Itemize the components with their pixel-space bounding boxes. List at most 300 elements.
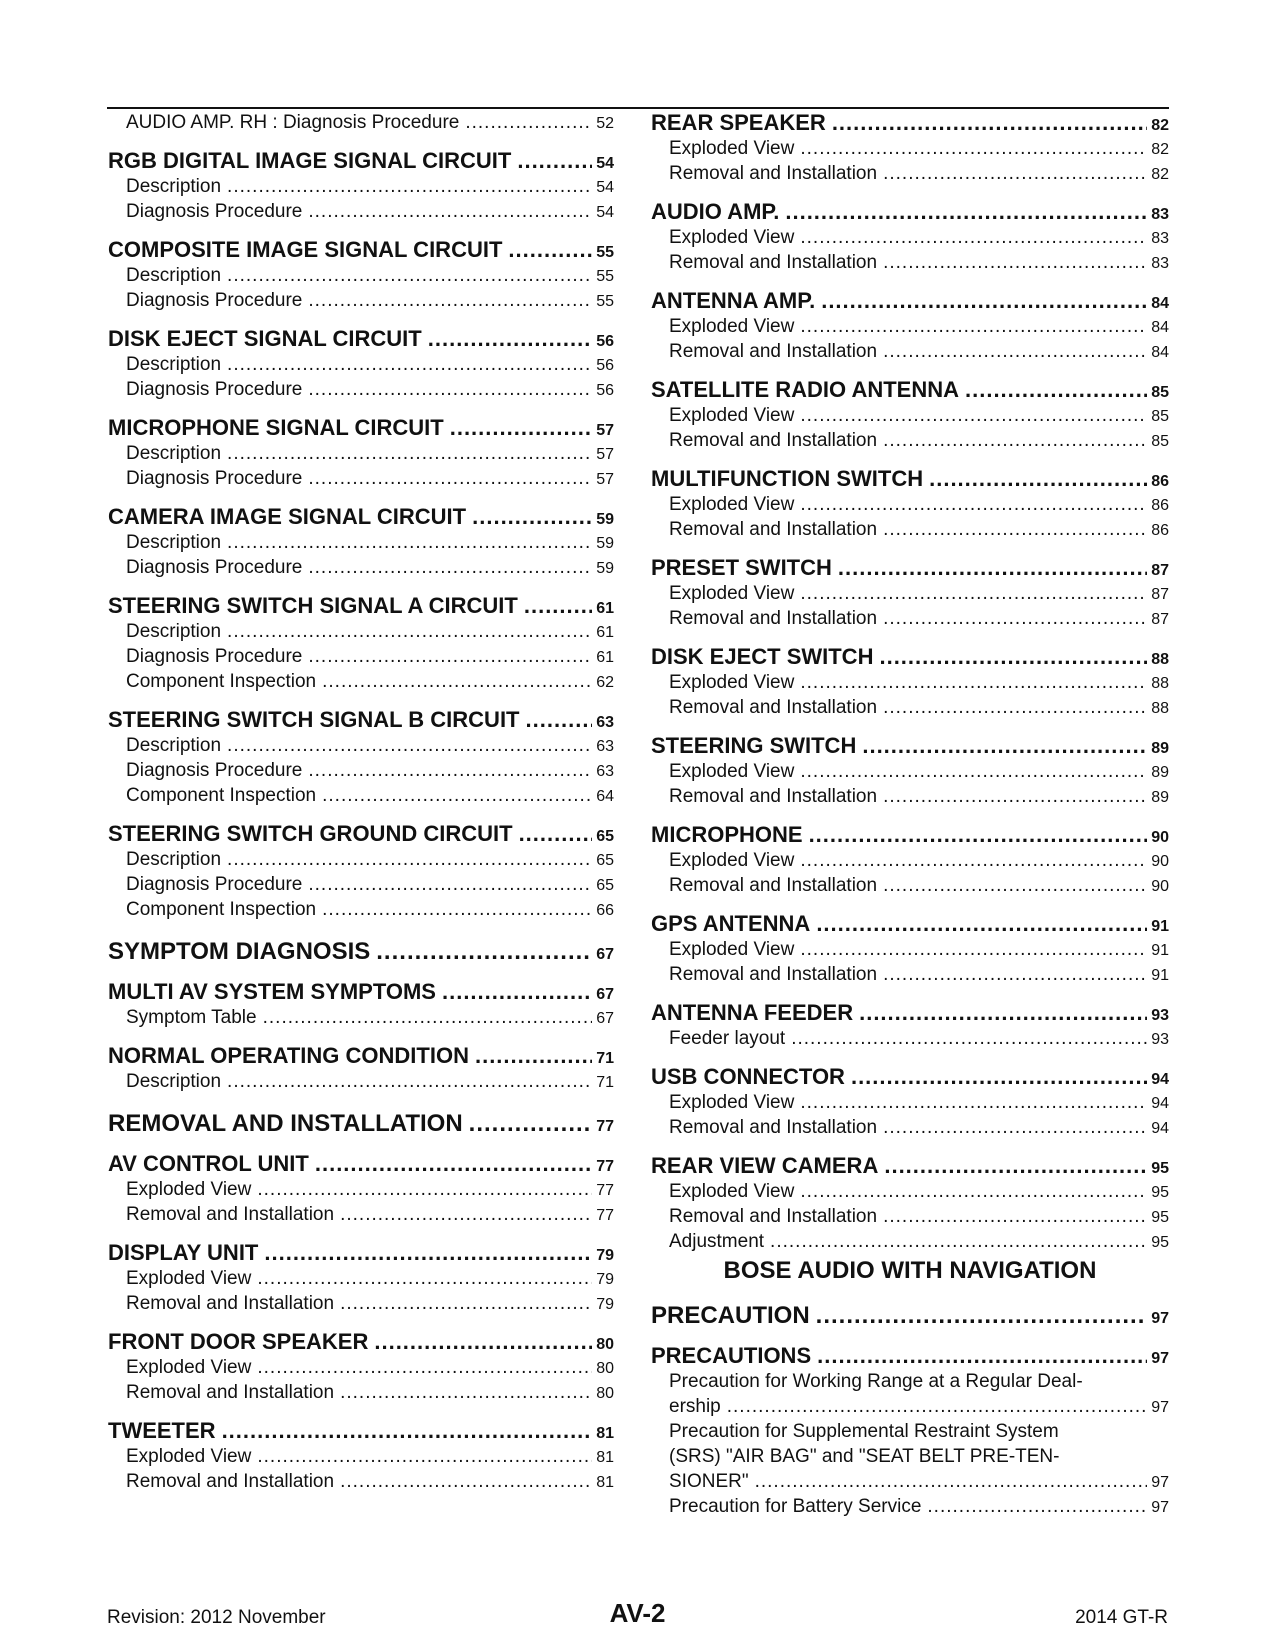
toc-subentry[interactable] [108, 1005, 614, 1030]
dot-leader [800, 403, 1147, 428]
dot-leader [227, 1069, 592, 1094]
dot-leader [965, 377, 1147, 403]
toc-entry-title: REAR SPEAKER [651, 110, 826, 135]
toc-subentry[interactable] [651, 1026, 1169, 1051]
toc-page-number: 65 [596, 852, 614, 869]
toc-page-number: 61 [596, 600, 614, 617]
dot-leader [322, 783, 592, 808]
dot-leader [883, 161, 1147, 186]
toc-page-number: 87 [1151, 562, 1169, 579]
dot-leader [883, 339, 1147, 364]
toc-subentry[interactable] [108, 352, 614, 377]
dot-leader [227, 733, 592, 758]
toc-entry-title: Adjustment [669, 1231, 765, 1252]
toc-page-number: 94 [1151, 1120, 1169, 1137]
toc-entry-title: Exploded View [669, 761, 795, 782]
toc-heading[interactable] [108, 821, 614, 847]
header-rule [107, 107, 1169, 109]
toc-page-number: 54 [596, 204, 614, 221]
dot-leader [227, 263, 592, 288]
toc-subentry[interactable] [108, 1177, 614, 1202]
toc-heading[interactable] [651, 466, 1169, 492]
dot-leader [862, 733, 1147, 759]
toc-page-number: 91 [1151, 942, 1169, 959]
toc-subentry[interactable] [651, 873, 1169, 898]
toc-entry-title: DISK EJECT SIGNAL CIRCUIT [108, 326, 422, 351]
toc-section[interactable] [108, 1110, 614, 1138]
toc-subentry[interactable] [108, 441, 614, 466]
toc-entry-title: Exploded View [669, 227, 795, 248]
toc-entry-title: RGB DIGITAL IMAGE SIGNAL CIRCUIT [108, 148, 512, 173]
toc-subentry[interactable] [108, 1444, 614, 1469]
toc-entry-title: Removal and Installation [126, 1382, 335, 1403]
toc-entry-title: MULTIFUNCTION SWITCH [651, 466, 924, 491]
dot-leader [475, 1043, 592, 1069]
toc-page-number: 63 [596, 714, 614, 731]
dot-leader [727, 1394, 1147, 1419]
toc-subentry[interactable] [108, 466, 614, 491]
dot-leader [879, 644, 1147, 670]
toc-subentry[interactable] [651, 314, 1169, 339]
toc-page-number: 88 [1151, 675, 1169, 692]
dot-leader [257, 1177, 592, 1202]
toc-heading[interactable] [108, 504, 614, 530]
toc-entry-title: MICROPHONE [651, 822, 803, 847]
toc-page-number: 85 [1151, 384, 1169, 401]
toc-entry-title: Exploded View [126, 1357, 252, 1378]
dot-leader [472, 504, 592, 530]
toc-subentry[interactable] [108, 377, 614, 402]
toc-page-number: 87 [1151, 611, 1169, 628]
toc-heading[interactable] [108, 1240, 614, 1266]
toc-heading[interactable] [108, 326, 614, 352]
toc-subentry[interactable] [108, 174, 614, 199]
toc-entry-title: SYMPTOM DIAGNOSIS [108, 938, 371, 965]
toc-entry-title: Description [126, 354, 222, 375]
toc-entry-wrapped-line[interactable]: Precaution for Working Range at a Regular Deal- [669, 1371, 1083, 1392]
dot-leader [340, 1380, 592, 1405]
toc-page-number: 65 [596, 828, 614, 845]
toc-page-number: 82 [1151, 141, 1169, 158]
toc-page-number: 54 [596, 155, 614, 172]
dot-leader [800, 670, 1147, 695]
toc-subentry[interactable] [651, 1204, 1169, 1229]
toc-entry-title: TWEETER [108, 1418, 216, 1443]
toc-page-number: 56 [596, 382, 614, 399]
toc-entry-title: MICROPHONE SIGNAL CIRCUIT [108, 415, 444, 440]
toc-subentry[interactable] [651, 695, 1169, 720]
toc-page-number: 95 [1151, 1209, 1169, 1226]
toc-page-number: 77 [596, 1158, 614, 1175]
toc-subentry[interactable] [651, 492, 1169, 517]
toc-entry-title: Diagnosis Procedure [126, 379, 303, 400]
toc-page-number: 84 [1151, 319, 1169, 336]
dot-leader [800, 492, 1147, 517]
toc-entry-title: Removal and Installation [669, 252, 878, 273]
toc-subentry[interactable] [108, 263, 614, 288]
toc-subentry[interactable] [651, 1229, 1169, 1254]
toc-page-number: 97 [1151, 1399, 1169, 1416]
toc-page-number: 81 [596, 1449, 614, 1466]
dot-leader [519, 821, 593, 847]
toc-subentry[interactable] [108, 733, 614, 758]
toc-page-number: 81 [596, 1474, 614, 1491]
toc-subentry[interactable] [108, 897, 614, 922]
toc-page-number: 55 [596, 268, 614, 285]
toc-page-number: 63 [596, 738, 614, 755]
toc-page-number: 88 [1151, 651, 1169, 668]
toc-entry-title: REAR VIEW CAMERA [651, 1153, 879, 1178]
toc-page-number: 89 [1151, 789, 1169, 806]
toc-page-number: 67 [596, 1010, 614, 1027]
dot-leader [222, 1418, 593, 1444]
toc-heading[interactable] [651, 1064, 1169, 1090]
toc-subentry[interactable] [108, 1469, 614, 1494]
toc-heading[interactable] [108, 1043, 614, 1069]
toc-heading[interactable] [108, 707, 614, 733]
toc-subentry[interactable] [651, 161, 1169, 186]
toc-page-number: 87 [1151, 586, 1169, 603]
toc-subentry[interactable] [108, 288, 614, 313]
toc-heading[interactable] [108, 1418, 614, 1444]
toc-page-number: 77 [596, 1182, 614, 1199]
toc-page-number: 59 [596, 560, 614, 577]
toc-entry-wrapped-line[interactable]: (SRS) "AIR BAG" and "SEAT BELT PRE-TEN- [669, 1446, 1060, 1467]
toc-entry-title: Removal and Installation [669, 430, 878, 451]
toc-page-number: 89 [1151, 740, 1169, 757]
toc-page-number: 67 [596, 986, 614, 1003]
dot-leader [883, 695, 1147, 720]
toc-heading[interactable] [651, 377, 1169, 403]
toc-subentry[interactable] [651, 1179, 1169, 1204]
toc-page-number: 77 [596, 1118, 614, 1135]
toc-page-number: 67 [596, 946, 614, 963]
toc-entry-title: Removal and Installation [669, 786, 878, 807]
toc-subentry[interactable] [651, 403, 1169, 428]
toc-entry-title: ership [669, 1396, 721, 1417]
toc-page-number: 97 [1151, 1310, 1169, 1327]
toc-heading[interactable] [651, 1000, 1169, 1026]
toc-heading[interactable] [108, 237, 614, 263]
toc-page-number: 91 [1151, 918, 1169, 935]
toc-subentry[interactable] [651, 339, 1169, 364]
toc-entry-title: CAMERA IMAGE SIGNAL CIRCUIT [108, 504, 467, 529]
toc-entry-title: USB CONNECTOR [651, 1064, 845, 1089]
toc-subentry[interactable] [651, 136, 1169, 161]
toc-page-number: 86 [1151, 473, 1169, 490]
toc-entry-title: PRESET SWITCH [651, 555, 832, 580]
toc-entry-title: AUDIO AMP. [651, 199, 780, 224]
dot-leader [322, 897, 592, 922]
toc-page-number: 89 [1151, 764, 1169, 781]
toc-entry-title: MULTI AV SYSTEM SYMPTOMS [108, 979, 436, 1004]
toc-page-number: 97 [1151, 1499, 1169, 1516]
toc-subentry[interactable] [108, 199, 614, 224]
toc-entry-title: Description [126, 532, 222, 553]
toc-subentry[interactable] [651, 581, 1169, 606]
toc-entry-title: Exploded View [126, 1268, 252, 1289]
toc-page-number: 95 [1151, 1184, 1169, 1201]
toc-subentry[interactable] [651, 848, 1169, 873]
toc-subentry[interactable] [651, 250, 1169, 275]
toc-entry-title: Component Inspection [126, 899, 317, 920]
dot-leader [308, 377, 592, 402]
toc-heading[interactable] [651, 911, 1169, 937]
toc-subentry[interactable] [651, 1469, 1169, 1494]
toc-entry-title: AV CONTROL UNIT [108, 1151, 309, 1176]
toc-heading[interactable] [651, 822, 1169, 848]
toc-subentry[interactable] [108, 1069, 614, 1094]
toc-page-number: 93 [1151, 1007, 1169, 1024]
dot-leader [322, 669, 592, 694]
toc-page-number: 86 [1151, 497, 1169, 514]
dot-leader [257, 1266, 592, 1291]
toc-page-number: 80 [596, 1360, 614, 1377]
toc-entry-title: REMOVAL AND INSTALLATION [108, 1110, 463, 1137]
toc-entry-title: Description [126, 443, 222, 464]
toc-page-number: 59 [596, 511, 614, 528]
toc-heading[interactable] [108, 1151, 614, 1177]
toc-subentry[interactable] [651, 428, 1169, 453]
toc-entry-title: Removal and Installation [669, 964, 878, 985]
toc-entry-title: Diagnosis Procedure [126, 557, 303, 578]
toc-heading[interactable] [108, 979, 614, 1005]
dot-leader [227, 352, 592, 377]
toc-page-number: 85 [1151, 433, 1169, 450]
toc-subentry[interactable] [108, 758, 614, 783]
toc-subentry[interactable] [651, 962, 1169, 987]
toc-page-number: 61 [596, 649, 614, 666]
toc-subentry[interactable] [651, 670, 1169, 695]
dot-leader [257, 1444, 592, 1469]
dot-leader [800, 581, 1147, 606]
toc-subentry[interactable] [651, 517, 1169, 542]
toc-heading[interactable] [108, 415, 614, 441]
toc-subentry[interactable] [108, 530, 614, 555]
toc-heading[interactable] [651, 733, 1169, 759]
toc-subentry[interactable] [651, 225, 1169, 250]
toc-page-number: 82 [1151, 166, 1169, 183]
dot-leader [227, 174, 592, 199]
toc-entry-wrapped-line[interactable]: Precaution for Supplemental Restraint System [669, 1421, 1059, 1442]
toc-entry-title: SATELLITE RADIO ANTENNA [651, 377, 959, 402]
toc-entry-title: AUDIO AMP. RH : Diagnosis Procedure [126, 112, 460, 133]
toc-entry-title: Description [126, 176, 222, 197]
dot-leader [308, 466, 592, 491]
toc-entry-title: Removal and Installation [126, 1293, 335, 1314]
toc-entry-title: Exploded View [669, 939, 795, 960]
toc-heading[interactable] [651, 1153, 1169, 1179]
dot-leader [308, 288, 592, 313]
dot-leader [883, 784, 1147, 809]
toc-heading[interactable] [651, 199, 1169, 225]
toc-entry-title: Description [126, 735, 222, 756]
dot-leader [883, 1204, 1147, 1229]
toc-page-number: 71 [596, 1074, 614, 1091]
toc-page-number: 79 [596, 1296, 614, 1313]
dot-leader [838, 555, 1147, 581]
toc-entry-title: DISK EJECT SWITCH [651, 644, 874, 669]
toc-entry-title: Exploded View [669, 583, 795, 604]
dot-leader [800, 937, 1147, 962]
dot-leader [929, 466, 1147, 492]
toc-entry-title: Exploded View [669, 138, 795, 159]
dot-leader [800, 848, 1147, 873]
dot-leader [264, 1240, 592, 1266]
toc-entry-title: FRONT DOOR SPEAKER [108, 1329, 369, 1354]
toc-entry-title: PRECAUTIONS [651, 1343, 812, 1368]
toc-page-number: 93 [1151, 1031, 1169, 1048]
toc-heading[interactable] [651, 288, 1169, 314]
toc-subentry[interactable] [651, 759, 1169, 784]
dot-leader [315, 1151, 592, 1177]
dot-leader [227, 619, 592, 644]
toc-heading[interactable] [651, 110, 1169, 136]
toc-subentry[interactable] [108, 555, 614, 580]
toc-heading[interactable] [651, 644, 1169, 670]
toc-heading[interactable] [108, 1329, 614, 1355]
toc-page-number: 85 [1151, 408, 1169, 425]
toc-subentry[interactable] [108, 1380, 614, 1405]
footer-page-code: AV-2 [609, 1598, 666, 1628]
toc-entry-title: Component Inspection [126, 671, 317, 692]
toc-entry-title: Removal and Installation [669, 875, 878, 896]
toc-page-number: 56 [596, 357, 614, 374]
toc-section[interactable] [108, 938, 614, 966]
toc-heading[interactable] [108, 148, 614, 174]
toc-subentry[interactable] [108, 1266, 614, 1291]
toc-entry-title: Feeder layout [669, 1028, 786, 1049]
dot-leader [340, 1291, 592, 1316]
toc-entry-title: Diagnosis Procedure [126, 468, 303, 489]
dot-leader [524, 593, 592, 619]
toc-entry-title: Exploded View [669, 850, 795, 871]
dot-leader [308, 644, 592, 669]
toc-entry-title: STEERING SWITCH [651, 733, 857, 758]
toc-page-number: 83 [1151, 230, 1169, 247]
toc-page-number: 57 [596, 471, 614, 488]
toc-entry-title: GPS ANTENNA [651, 911, 811, 936]
toc-page-number: 65 [596, 877, 614, 894]
toc-page-number: 71 [596, 1050, 614, 1067]
dot-leader [308, 199, 592, 224]
toc-subentry[interactable] [108, 644, 614, 669]
dot-leader [263, 1005, 593, 1030]
toc-subentry[interactable] [108, 110, 614, 135]
toc-subentry[interactable] [108, 783, 614, 808]
toc-entry-title: Description [126, 621, 222, 642]
dot-leader [340, 1202, 592, 1227]
toc-entry-title: NORMAL OPERATING CONDITION [108, 1043, 469, 1068]
toc-subentry[interactable] [651, 937, 1169, 962]
toc-page-number: 80 [596, 1385, 614, 1402]
toc-entry-title: Exploded View [126, 1446, 252, 1467]
dot-leader [884, 1153, 1147, 1179]
dot-leader [883, 250, 1147, 275]
toc-entry-title: Removal and Installation [126, 1471, 335, 1492]
toc-subentry[interactable] [108, 847, 614, 872]
dot-leader [227, 847, 592, 872]
toc-page-number: 52 [596, 115, 614, 132]
toc-entry-title: SIONER" [669, 1471, 749, 1492]
dot-leader [374, 1329, 592, 1355]
dot-leader [227, 530, 592, 555]
toc-entry-title: ANTENNA AMP. [651, 288, 816, 313]
toc-page-number: 57 [596, 446, 614, 463]
toc-subentry[interactable] [651, 784, 1169, 809]
toc-subentry[interactable] [651, 1494, 1169, 1519]
dot-leader [859, 1000, 1147, 1026]
dot-leader [428, 326, 592, 352]
toc-entry-title: PRECAUTION [651, 1302, 810, 1329]
toc-subentry[interactable] [108, 1291, 614, 1316]
toc-subentry[interactable] [651, 606, 1169, 631]
dot-leader [800, 136, 1147, 161]
toc-page-number: 94 [1151, 1071, 1169, 1088]
dot-leader [883, 428, 1147, 453]
toc-entry-title: Symptom Table [126, 1007, 257, 1028]
toc-subentry[interactable] [651, 1115, 1169, 1140]
toc-page-number: 80 [596, 1336, 614, 1353]
toc-entry-title: COMPOSITE IMAGE SIGNAL CIRCUIT [108, 237, 503, 262]
section-heading: BOSE AUDIO WITH NAVIGATION [723, 1257, 1097, 1284]
toc-entry-title: STEERING SWITCH SIGNAL B CIRCUIT [108, 707, 520, 732]
dot-leader [809, 822, 1148, 848]
toc-page-number: 77 [596, 1207, 614, 1224]
toc-subentry[interactable] [651, 1394, 1169, 1419]
dot-leader [791, 1026, 1147, 1051]
toc-page-number: 90 [1151, 878, 1169, 895]
toc-page-number: 88 [1151, 700, 1169, 717]
footer-model: 2014 GT-R [1075, 1607, 1168, 1628]
dot-leader [257, 1355, 592, 1380]
toc-subentry[interactable] [108, 872, 614, 897]
dot-leader [442, 979, 592, 1005]
toc-heading[interactable] [651, 1343, 1169, 1369]
dot-leader [821, 288, 1147, 314]
toc-entry-title: Diagnosis Procedure [126, 290, 303, 311]
toc-right-column [651, 110, 1169, 1519]
toc-page-number: 82 [1151, 117, 1169, 134]
toc-entry-title: Precaution for Battery Service [669, 1496, 922, 1517]
dot-leader [308, 758, 592, 783]
toc-entry-title: Removal and Installation [669, 608, 878, 629]
toc-heading[interactable] [651, 555, 1169, 581]
toc-entry-title: Removal and Installation [669, 697, 878, 718]
dot-leader [851, 1064, 1147, 1090]
dot-leader [340, 1469, 592, 1494]
toc-page-number: 62 [596, 674, 614, 691]
toc-subentry[interactable] [108, 619, 614, 644]
toc-left-column [108, 110, 614, 1494]
toc-entry-title: Diagnosis Procedure [126, 760, 303, 781]
toc-subentry[interactable] [108, 669, 614, 694]
dot-leader [832, 110, 1147, 136]
toc-entry-title: Removal and Installation [126, 1204, 335, 1225]
dot-leader [800, 759, 1147, 784]
toc-section[interactable] [651, 1302, 1169, 1330]
toc-entry-title: Description [126, 265, 222, 286]
toc-entry-title: DISPLAY UNIT [108, 1240, 259, 1265]
toc-entry-title: ANTENNA FEEDER [651, 1000, 854, 1025]
toc-subentry[interactable] [108, 1355, 614, 1380]
toc-heading[interactable] [108, 593, 614, 619]
toc-subentry[interactable] [651, 1090, 1169, 1115]
dot-leader [755, 1469, 1148, 1494]
toc-subentry[interactable] [108, 1202, 614, 1227]
dot-leader [465, 110, 592, 135]
toc-page-number: 55 [596, 293, 614, 310]
